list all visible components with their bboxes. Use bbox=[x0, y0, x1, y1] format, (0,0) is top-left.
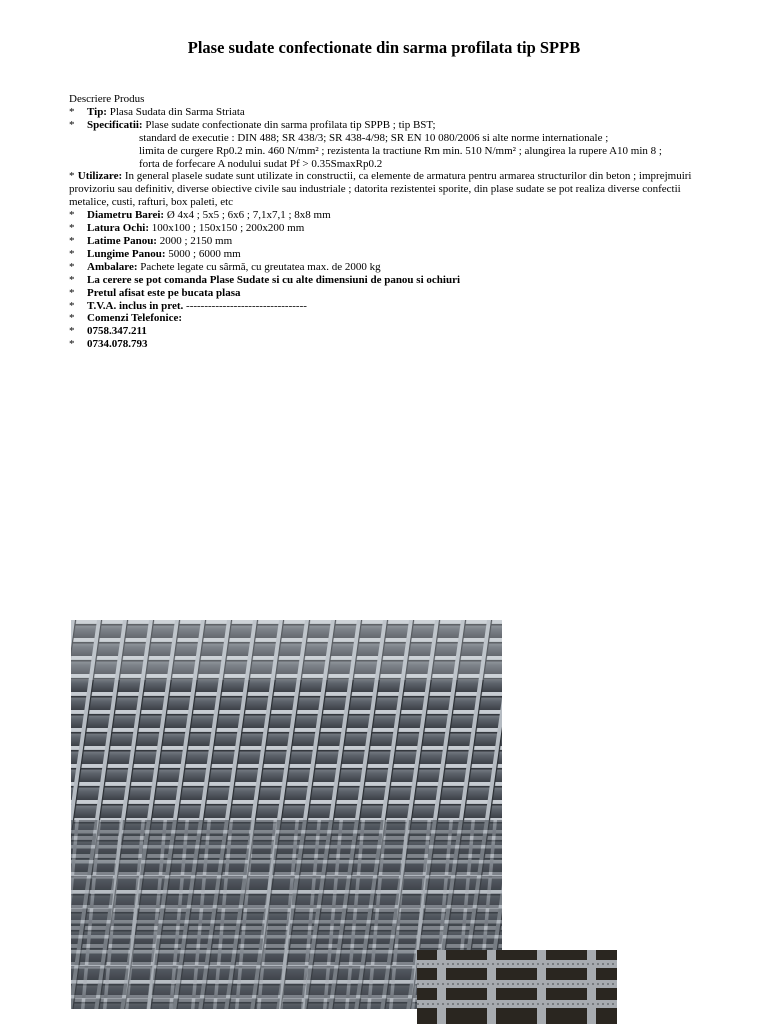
bullet: * bbox=[69, 299, 75, 312]
bullet: * bbox=[69, 260, 75, 273]
spec-latura-label: Latura Ochi: bbox=[87, 222, 150, 235]
spec-standard-line: standard de executie : DIN 488; SR 438/3; SR 438-4/98; SR EN 10 080/2006 si alte norme internationale ; bbox=[139, 131, 609, 144]
phone-1 bbox=[69, 325, 709, 338]
spec-latime-value: 2000 ; 2150 mm bbox=[156, 234, 233, 247]
contact-heading-text: Comenzi Telefonice: bbox=[87, 312, 183, 325]
bullet: * bbox=[69, 312, 75, 325]
spec-tip-value: Plasa Sudata din Sarma Striata bbox=[106, 105, 245, 118]
spec-diametru-value: Ø 4x4 ; 5x5 ; 6x6 ; 7,1x7,1 ; 8x8 mm bbox=[164, 209, 331, 222]
spec-tip-label: Tip: bbox=[87, 105, 107, 118]
phone-1-number: 0758.347.211 bbox=[87, 325, 147, 338]
spec-latime-label: Latime Panou: bbox=[87, 234, 157, 247]
spec-specificatii-value: Plase sudate confectionate din sarma profilata tip SPPB ; tip BST; bbox=[142, 118, 436, 131]
spec-tip bbox=[69, 106, 709, 119]
page-title: Plase sudate confectionate din sarma profilata tip SPPB bbox=[187, 38, 581, 57]
bullet: * bbox=[69, 338, 75, 351]
note-pretul-text: Pretul afisat este pe bucata plasa bbox=[87, 286, 241, 299]
bullet: * bbox=[69, 325, 75, 338]
note-tva-value: --------------------------------- bbox=[183, 299, 307, 312]
note-la-cerere bbox=[69, 274, 709, 287]
bullet: * bbox=[69, 170, 75, 183]
contact-heading bbox=[69, 312, 709, 325]
bullet: * bbox=[69, 105, 75, 118]
spec-utilizare-value: In general plasele sudate sunt utilizate in constructii, ca elemente de armatura pentru armarea structurilor din beton ; imprejmuiri provizoriu sau definitiv, diverse obiective civile sau industriale ; datorita rezistentei sporite, din plase sudate se pot realiza diverse confectii metalice, custi, rafturi, box paleti, etc bbox=[69, 170, 692, 209]
spec-specificatii-label: Specificatii: bbox=[87, 118, 143, 131]
note-la-cerere-text: La cerere se pot comanda Plase Sudate si cu alte dimensiuni de panou si ochiuri bbox=[87, 273, 461, 286]
phone-2 bbox=[69, 338, 709, 351]
bullet: * bbox=[69, 286, 75, 299]
bullet: * bbox=[69, 234, 75, 247]
note-tva bbox=[69, 300, 709, 313]
spec-limita-line: limita de curgere Rp0.2 min. 460 N/mm² ; rezistenta la tractiune Rm min. 510 N/mm² ; alungirea la rupere A10 min 8 ; bbox=[139, 144, 662, 157]
bullet: * bbox=[69, 247, 75, 260]
spec-utilizare-label: Utilizare: bbox=[77, 170, 123, 183]
spec-lungime-label: Lungime Panou: bbox=[87, 247, 166, 260]
note-pretul bbox=[69, 287, 709, 300]
spec-forta-line: forta de forfecare A nodului sudat Pf > 0.35SmaxRp0.2 bbox=[139, 157, 383, 170]
bullet: * bbox=[69, 273, 75, 286]
spec-latura bbox=[69, 222, 709, 235]
spec-ambalare-value: Pachete legate cu sârmă, cu greutatea max. de 2000 kg bbox=[137, 260, 381, 273]
description-heading: Descriere Produs bbox=[69, 93, 145, 105]
spec-lungime bbox=[69, 248, 709, 261]
spec-latura-value: 100x100 ; 150x150 ; 200x200 mm bbox=[149, 222, 305, 235]
phone-2-number: 0734.078.793 bbox=[87, 338, 148, 351]
product-description bbox=[69, 93, 709, 351]
spec-ambalare-label: Ambalare: bbox=[87, 260, 138, 273]
spec-utilizare bbox=[69, 170, 709, 209]
spec-latime bbox=[69, 235, 709, 248]
spec-diametru bbox=[69, 209, 709, 222]
spec-diametru-label: Diametru Barei: bbox=[87, 209, 165, 222]
note-tva-label: T.V.A. inclus in pret. bbox=[87, 299, 184, 312]
spec-ambalare bbox=[69, 261, 709, 274]
bullet: * bbox=[69, 209, 75, 222]
spec-lungime-value: 5000 ; 6000 mm bbox=[165, 247, 241, 260]
rebar-closeup-photo bbox=[417, 950, 617, 1024]
bullet: * bbox=[69, 222, 75, 235]
bullet: * bbox=[69, 118, 75, 131]
spec-specificatii bbox=[69, 119, 709, 132]
